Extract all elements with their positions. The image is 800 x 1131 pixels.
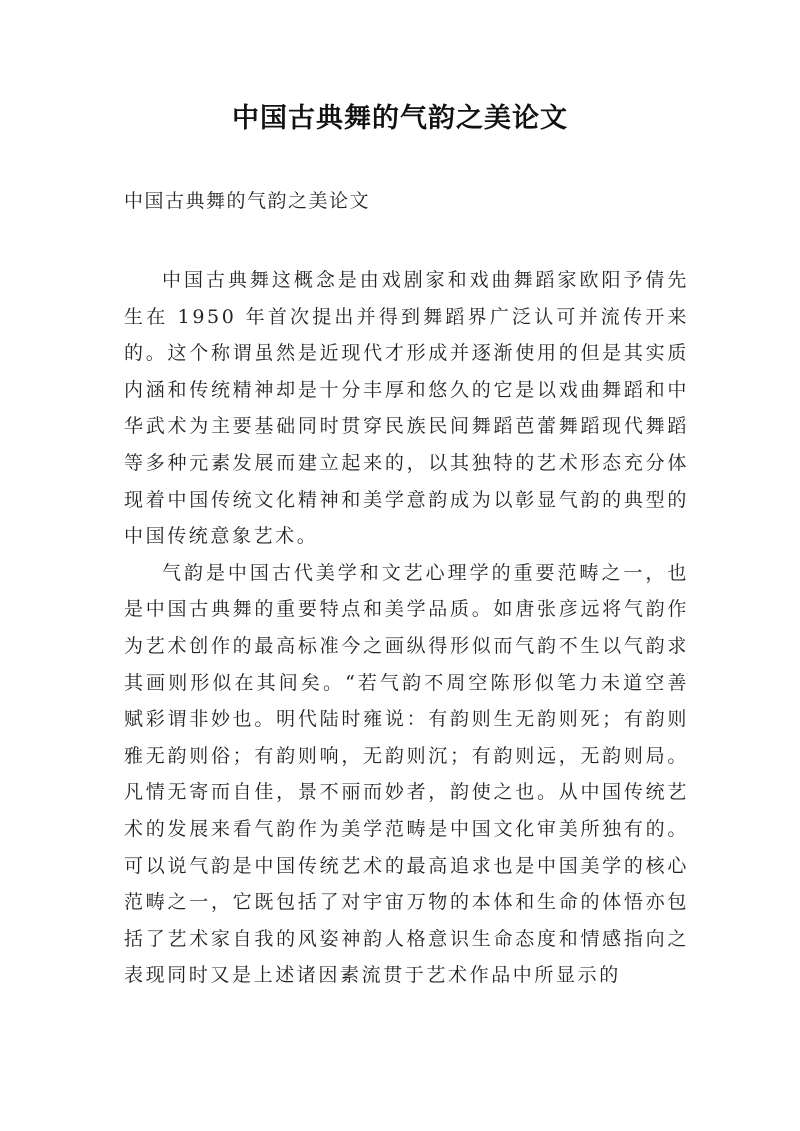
body-paragraph-2: 气韵是中国古代美学和文艺心理学的重要范畴之一，也是中国古典舞的重要特点和美学品质。如唐张彦远将气韵作为艺术创作的最高标准今之画纵得形似而气韵不生以气韵求其画则形似在其间矣。“若气韵不周空陈形似笔力未道空善赋彩谓非妙也。明代陆时雍说：有韵则生无韵则死；有韵则雅无韵则俗；有韵则响，无韵则沉；有韵则远，无韵则局。凡情无寄而自佳，景不丽而妙者，韵使之也。从中国传统艺术的发展来看气韵作为美学范畴是中国文化审美所独有的。可以说气韵是中国传统艺术的最高追求也是中国美学的核心范畴之一，它既包括了对宇宙万物的本体和生命的体悟亦包括了艺术家自我的风姿神韵人格意识生命态度和情感指向之表现同时又是上述诸因素流贯于艺术作品中所显示的 — [124, 561, 689, 987]
document-subtitle: 中国古典舞的气韵之美论文 — [124, 190, 371, 212]
document-body — [124, 262, 689, 994]
body-paragraph-1: 中国古典舞这概念是由戏剧家和戏曲舞蹈家欧阳予倩先生在 1950 年首次提出并得到舞蹈界广泛认可并流传开来的。这个称谓虽然是近现代才形成并逐渐使用的但是其实质内涵和传统精神却是十分丰厚和悠久的它是以戏曲舞蹈和中华武术为主要基础同时贯穿民族民间舞蹈芭蕾舞蹈现代舞蹈等多种元素发展而建立起来的，以其独特的艺术形态充分体现着中国传统文化精神和美学意韵成为以彰显气韵的典型的中国传统意象艺术。 — [124, 269, 689, 548]
document-title: 中国古典舞的气韵之美论文 — [232, 103, 568, 134]
